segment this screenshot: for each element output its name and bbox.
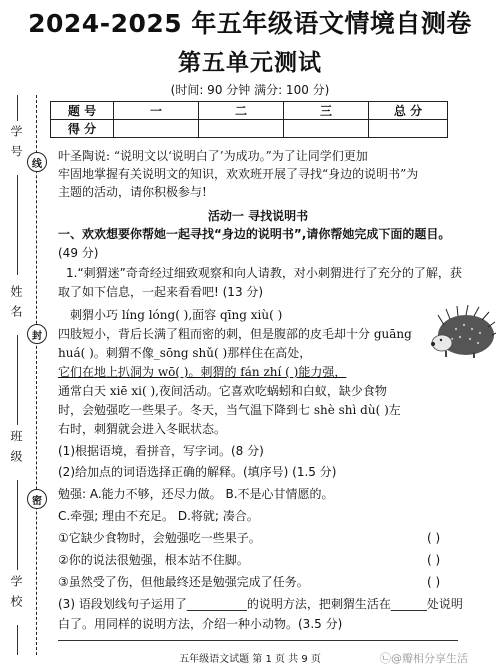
subquestion-1: (1)根据语境，看拼音，写字词。(8 分) bbox=[58, 444, 264, 458]
name-label: 姓 名 bbox=[9, 285, 23, 319]
passage-line: 刺猬小巧 líng lóng( ),面容 qīng xiù( ) bbox=[70, 308, 283, 322]
exam-subtitle: 第五单元测试 bbox=[178, 50, 322, 76]
score-value-row bbox=[51, 120, 448, 138]
choice-text: ③虽然受了伤，但他最终还是勉强完成了任务。 bbox=[58, 575, 309, 589]
score-cell: 总 分 bbox=[369, 102, 448, 120]
seal-xian: 线 bbox=[27, 152, 47, 172]
cut-line bbox=[36, 95, 37, 655]
page-footer: 五年级语文试题 第 1 页 共 9 页 bbox=[179, 654, 321, 665]
passage-line: 右时，刺猬就会进入冬眠状态。 bbox=[58, 422, 227, 436]
binding-margin bbox=[0, 0, 50, 670]
question-1-line: 取了如下信息，一起来看看吧! (13 分) bbox=[58, 285, 264, 299]
margin-line bbox=[17, 95, 18, 121]
exam-meta: (时间: 90 分钟 满分: 100 分) bbox=[170, 83, 330, 97]
score-cell[interactable] bbox=[199, 120, 284, 138]
passage-line: 四肢短小，背后长满了粗而密的刺，但是腹部的皮毛却十分 guāng bbox=[58, 327, 412, 341]
score-cell: 一 bbox=[114, 102, 199, 120]
name-line bbox=[17, 335, 18, 425]
choice-text: ①它缺少食物时，会勉强吃一些果子。 bbox=[58, 531, 261, 545]
score-cell[interactable] bbox=[284, 120, 369, 138]
passage-line: 时，会勉强吃一些果子。冬天，当气温下降到七 shè shì dù( )左 bbox=[58, 403, 401, 417]
passage-line: 通常白天 xiē xi( ),夜间活动。它喜欢吃蜗蚓和白蚁，缺少食物 bbox=[58, 384, 387, 398]
passage-line: huá( )。刺猬不像_sōng shǔ( )那样住在高处， bbox=[58, 346, 312, 360]
answer-blank[interactable]: ( ) bbox=[427, 575, 441, 589]
score-cell: 三 bbox=[284, 102, 369, 120]
intro-line: 叶圣陶说: “说明文以‘说明白了’为成功。”为了让同学们更加 bbox=[58, 149, 368, 163]
intro-line: 牢固地掌握有关说明文的知识，欢欢班开展了寻找“身边的说明书”为 bbox=[58, 167, 419, 181]
activity-title: 活动一 寻找说明书 bbox=[207, 209, 309, 223]
watermark: ㉡@瓣相分享生活 bbox=[380, 652, 468, 665]
score-cell[interactable] bbox=[369, 120, 448, 138]
option-line: 勉强: A.能力不够，还尽力做。 B.不是心甘情愿的。 bbox=[58, 487, 334, 501]
student-id-label: 学 号 bbox=[9, 125, 23, 159]
subquestion-3-line: (3) 语段划线句子运用了__________的说明方法，把刺猬生活在______处说明 bbox=[58, 597, 463, 611]
answer-blank[interactable]: ( ) bbox=[427, 553, 441, 567]
score-cell: 题 号 bbox=[51, 102, 114, 120]
intro-line: 主题的活动，请你积极参与! bbox=[58, 185, 207, 199]
subquestion-2: (2)给加点的词语选择正确的解释。(填序号) (1.5 分) bbox=[58, 465, 337, 479]
seal-feng: 封 bbox=[27, 324, 47, 344]
exam-title: 2024-2025 年五年级语文情境自测卷 bbox=[28, 9, 472, 38]
answer-blank[interactable]: ( ) bbox=[427, 531, 441, 545]
choice-text: ②你的说法很勉强，根本站不住脚。 bbox=[58, 553, 249, 567]
seal-mi: 密 bbox=[27, 489, 47, 509]
score-table bbox=[50, 101, 448, 138]
score-header-row bbox=[51, 102, 448, 120]
score-cell: 二 bbox=[199, 102, 284, 120]
student-id-line bbox=[17, 175, 18, 275]
section-points: (49 分) bbox=[58, 246, 99, 260]
answer-line[interactable] bbox=[58, 640, 458, 641]
option-line: C.牵强; 理由不充足。 D.将就; 凑合。 bbox=[58, 509, 259, 523]
hedgehog-illustration bbox=[430, 305, 496, 359]
score-cell: 得 分 bbox=[51, 120, 114, 138]
passage-line: 它们在地上扒洞为 wō( )。刺猬的 fán zhí ( )能力强， bbox=[58, 365, 347, 379]
class-line bbox=[17, 480, 18, 570]
class-label: 班 级 bbox=[9, 430, 23, 464]
score-cell[interactable] bbox=[114, 120, 199, 138]
section-heading: 一、欢欢想要你帮她一起寻找“身边的说明书”,请你帮她完成下面的题目。 bbox=[58, 227, 451, 241]
school-label: 学 校 bbox=[9, 575, 23, 609]
question-1-line: 1.“刺猬迷”奇奇经过细致观察和向人请教，对小刺猬进行了充分的了解，获 bbox=[66, 266, 462, 280]
subquestion-3-line: 白了。用同样的说明方法，介绍一种小动物。(3.5 分) bbox=[58, 617, 343, 631]
